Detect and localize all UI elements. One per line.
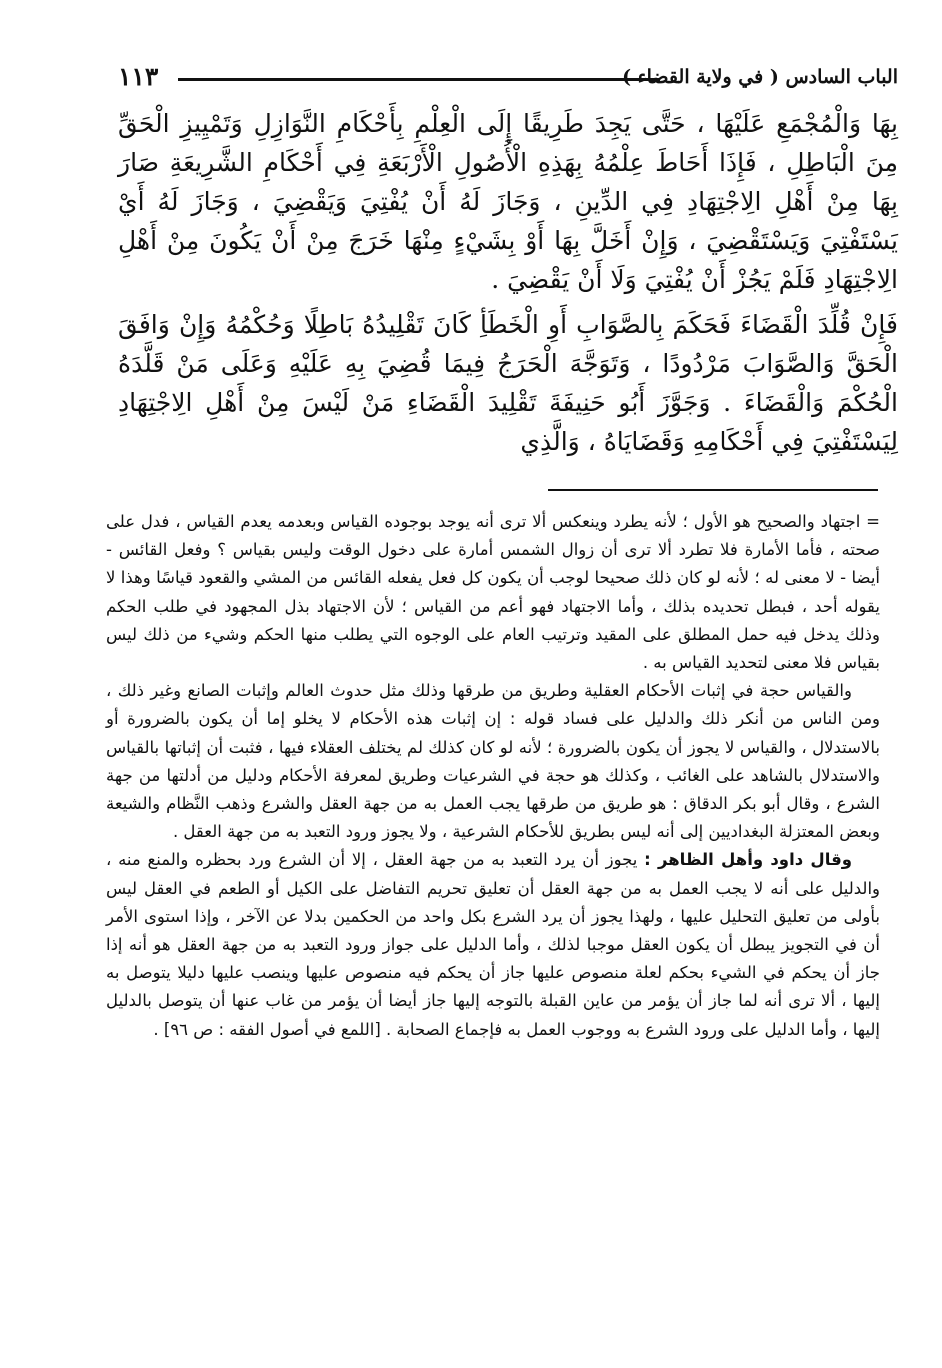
footnote-text: والقياس حجة في إثبات الأحكام العقلية وطريق من طرقها وذلك مثل حدوث العالم وإثبات الصانع وغير ذلك ، ومن الناس من أنكر ذلك والدليل على فساد قوله : إن إثبات هذه الأحكام لا يخلو إما أن يكون بالضرورة أو بالاستدلال ، والقياس لا يجوز أن يكون بالضرورة ؛ لأنه لو كان كذلك لم يختلف العقلاء فيها ، فثبت أن إثباتها بالقياس والاستدلال بالشاهد على الغائب ، وكذلك هو حجة في الشرعيات وطريق لمعرفة الأحكام ودليل من أدلتها من جهة الشرع ، وقال أبو بكر الدقاق : هو طريق من طرقها يجب العمل به من جهة العقل والشرع وذهب النَّظام والشيعة وبعض المعتزلة البغداديين إلى أنه ليس بطريق للأحكام الشرعية ، ولا يجوز ورود التعبد به من جهة العقل . — [106, 681, 880, 842]
footnote-separator — [548, 489, 878, 491]
footnote-paragraph — [106, 846, 880, 1043]
footnote-lead: وقال داود وأهل الظاهر : — [644, 850, 853, 870]
main-paragraph: فَإِنْ قُلِّدَ الْقَضَاءَ فَحَكَمَ بِالصَّوَابِ أَوِ الْخَطَأِ كَانَ تَقْلِيدُهُ بَاطِلًا وَحُكْمُهُ وَإِنْ وَافَقَ الْحَقَّ وَالصَّوَابَ مَرْدُودًا ، وَتَوَجَّهَ الْحَرَجُ فِيمَا قُضِيَ بِهِ عَلَيْهِ وَعَلَى مَنْ قَلَّدَهُ الْحُكْمَ وَالْقَضَاءَ . وَجَوَّزَ أَبُو حَنِيفَةَ تَقْلِيدَ الْقَضَاءِ مَنْ لَيْسَ مِنْ أَهْلِ الِاجْتِهَادِ لِيَسْتَفْتِيَ فِي أَحْكَامِهِ وَقَضَايَاهُ ، وَالَّذِي — [118, 310, 898, 456]
main-paragraph: بِهَا وَالْمُجْمَعِ عَلَيْهَا ، حَتَّى يَجِدَ طَرِيقًا إِلَى الْعِلْمِ بِأَحْكَامِ النَّوَازِلِ وَتَمْيِيزِ الْحَقِّ مِنَ الْبَاطِلِ ، فَإِذَا أَحَاطَ عِلْمُهُ بِهَذِهِ الْأُصُولِ الْأَرْبَعَةِ فِي أَحْكَامِ الشَّرِيعَةِ صَارَ بِهَا مِنْ أَهْلِ الِاجْتِهَادِ فِي الدِّينِ ، وَجَازَ لَهُ أَنْ يُفْتِيَ وَيَقْضِيَ ، وَجَازَ لَهُ أَيْ يَسْتَفْتِيَ وَيَسْتَقْضِيَ ، وَإِنْ أَخَلَّ بِهَا أَوْ بِشَيْءٍ مِنْهَا خَرَجَ مِنْ أَنْ يَكُونَ مِنْ أَهْلِ الِاجْتِهَادِ فَلَمْ يَجُزْ أَنْ يُفْتِيَ وَلَا أَنْ يَقْضِيَ . — [118, 109, 898, 294]
header-rule — [178, 78, 660, 81]
footnote-paragraph — [106, 677, 880, 846]
page-header — [118, 56, 898, 104]
footnote-text: يجوز أن يرد التعبد به من جهة العقل ، إلا أن الشرع ورد بحظره والمنع منه ، والدليل على أنه لا يجب العمل به من جهة العقل أن تعليق تحريم التفاضل على الكيل أو الطعم في العقل ليس بأولى من تعليق التحليل عليها ، ولهذا يجوز أن يرد الشرع بكل واحد من الحكمين بدلا عن الآخر ، وإذا استوى الأمر أن في التجويز يبطل أن يكون العقل موجبا لذلك ، وأما الدليل على جواز ورود التعبد به من جهة العقل هو أنه إذا جاز أن يحكم في الشيء بحكم لعلة منصوص عليها جاز أن يحكم فيه منصوص عليها وينصب عليها دليلا يتوصل به إليها ، ألا ترى أنه لما جاز أن يؤمر من عاين القبلة بالتوجه إليها جاز أيضا أن يؤمر من غاب عنها أن يتوصل بالدليل إليها ، وأما الدليل على ورود الشرع به ووجوب العمل به فإجماع الصحابة . [اللمع في أصول الفقه : ص ٩٦] . — [106, 850, 880, 1039]
footnote-paragraph — [106, 508, 880, 677]
running-head: الباب السادس ( في ولاية القضاء ) — [622, 66, 898, 88]
main-text — [118, 104, 898, 461]
footnotes — [106, 508, 880, 1044]
page-number: ١١٣ — [118, 62, 159, 91]
footnote-text: = اجتهاد والصحيح هو الأول ؛ لأنه يطرد وينعكس ألا ترى أنه يوجد بوجوده القياس وبعدمه يعدم القياس ، فدل على صحته ، فأما الأمارة فلا تطرد ألا ترى أن زوال الشمس أمارة على دخول الوقت وليس بقياس ؟ وفعل القائس - أيضا - لا معنى له ؛ لأنه لو كان ذلك صحيحا لوجب أن يكون كل فعل يفعله القائس من المشي والقعود قياسًا وهذا لا يقوله أحد ، فبطل تحديده بذلك ، وأما الاجتهاد فهو أعم من القياس ؛ لأن الاجتهاد بذل المجهود في طلب الحكم وذلك يدخل فيه حمل المطلق على المقيد وترتيب العام على الوجوه التي يطلب منها الحكم وشيء من ذلك ليس بقياس فلا معنى لتحديد القياس به . — [106, 512, 880, 673]
